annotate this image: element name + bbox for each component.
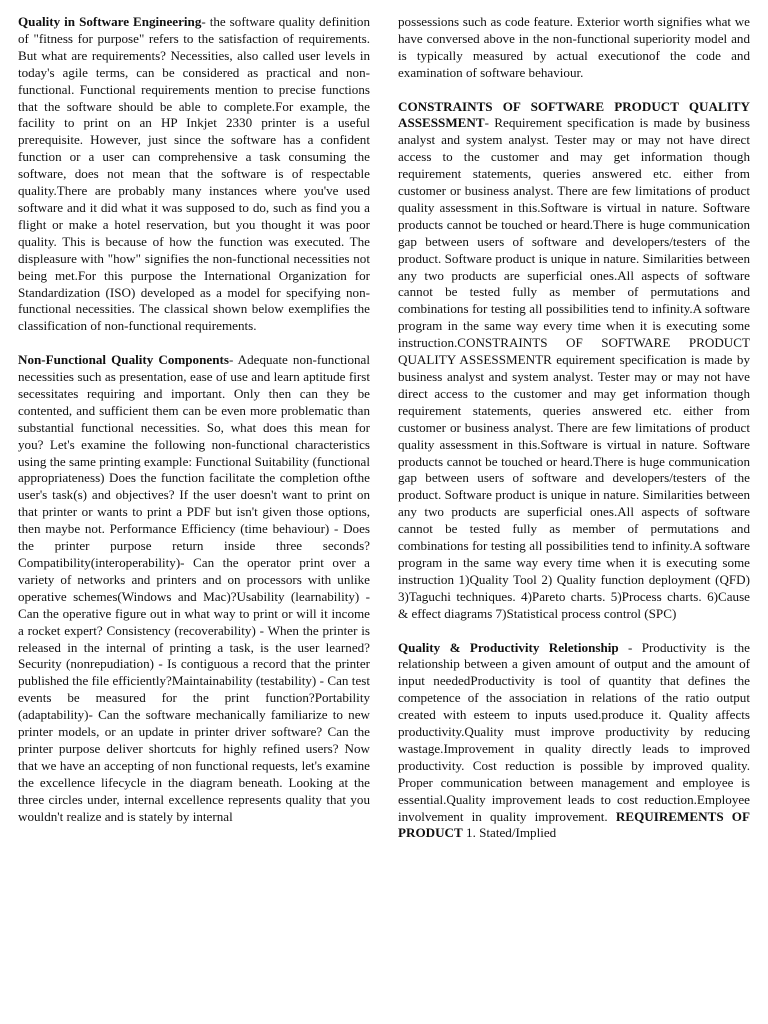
right-column [398,14,750,1014]
constraints-section [398,99,750,623]
productivity-body: - Productivity is the relationship between a given amount of output and the amount of input neededProductivity is tool of quantity that defines the competence of the association in relations of the ratio output created with esteem to inputs used.produce it. Quality affects productivity.Quality must improve productivity by reducing wastage.Improvement in quality directly leads to improved productivity. Cost reduction is possible by improved quality. Proper communication between management and employee is essential.Quality improvement leads to cost reduction.Employee involvement in quality improvement. [398,639,750,824]
productivity-section [398,640,750,843]
constraints-heading: CONSTRAINTS OF SOFTWARE PRODUCT QUALITY ASSESSMENT [398,98,750,131]
quality-section [18,14,370,335]
quality-heading: Quality in Software Engineering [18,14,202,29]
non-functional-heading: Non-Functional Quality Components [18,352,229,368]
requirements-body: 1. Stated/Implied [462,825,557,841]
constraints-body: - Requirement specification is made by business analyst and system analyst. Tester may or may not have direct access to the customer and may get information though requirement statements, queries answered etc. either from customer or business analyst. There are few limitations of product quality assessment in this.Software is virtual in nature. Software products cannot be touched or heard.There is huge communication gap between users of software and developers/testers of the product. Software product is unique in nature. Similarities between any two products are superficial ones.All aspects of software cannot be tested fully as member of permutations and combinations for testing all possibilities tend to infinity.A software program in the same way every time when it is executing some instruction.CONSTRAINTS OF SOFTWARE PRODUCT QUALITY ASSESSMENTR equirement specification is made by business analyst and system analyst. Tester may or may not have direct access to the customer and may get information though requirement statements, queries answered etc. either from customer or business analyst. There are few limitations of product quality assessment in this.Software is virtual in nature. Software products cannot be touched or heard.There is huge communication gap between users of software and developers/testers of the product. Software product is unique in nature. Similarities between any two products are superficial ones.All aspects of software cannot be tested fully as member of permutations and combinations for testing all possibilities tend to infinity.A software program in the same way every time when it is executing some instruction 1)Quality Tool 2) Quality function deployment (QFD) 3)Taguchi techniques. 4)Pareto charts. 5)Process charts. 6)Cause & effect diagrams 7)Statistical process control (SPC) [398,115,750,621]
document-page [18,14,750,1014]
requirements-heading: REQUIREMENTS OF PRODUCT [398,808,750,841]
non-functional-section [18,352,370,825]
quality-body: - the software quality definition of "fitness for purpose" refers to the satisfaction of requirements. But what are requirements? Necessities, also called user levels in today's agile terms, can be considered as practical and non-functional. Functional requirements mention to precise functions that the software should be able to complete.For example, the facility to print on an HP Inkjet 2330 printer is a useful prerequisite. However, just since the software has a confident function or a user can comprehensive a task consuming the software, does not mean that the software is of respectable quality.There are probably many instances where you've used software and it did what it was supposed to do, such as find you a flight or make a hotel reservation, but you thought it was poor quality. This is because of how the function was executed. The displeasure with "how" signifies the non-functional necessities not being met.For this purpose the International Organization for Standardization (ISO) developed as a model for specifying non-functional necessities. The classical shown below exemplifies the classification of non-functional requirements. [18,14,370,334]
productivity-heading: Quality & Productivity Reletionship [398,639,619,655]
continuation-paragraph: possessions such as code feature. Exterior worth signifies what we have conversed above in the non-functional superiority model and is typically measured by actual executionof the code and examination of software behaviour. [398,14,750,80]
non-functional-body: - Adequate non-functional necessities such as presentation, ease of use and learn aptitude first secessitates requiring and important. Only then can they be contented, and sufficient them can be even more problematic than substantial functional necessities. So, what does this mean for you? Let's examine the following non-functional characteristics using the same printing example: Functional Suitability (functional appropriateness) Does the function facilitate the completion ofthe user's task(s) and objectives? If the user doesn't want to print on that printer or wants to print a PDF but isn't given those options, then maybe not. Performance Efficiency (time behaviour) - Does the printer purpose return inside three seconds?Compatibility(interoperability)- Can the operator print over a variety of networks and printers and on processors with unlike operative schemes(Windows and Mac)?Usability (learnability) - Can the operative figure out in what way to print or will it income a rocket expert? Consistency (recoverability) - When the printer is released in the internal of printing a task, is the user learned?Security (nonrepudiation) - Is contiguous a record that the printer published the file efficiently?Maintainability (testability) - Can test events be measured for the print function?Portability (adaptability)- Can the software mechanically familiarize to new printer models, or an update in printer driver software? Can the printer purpose deliver shortcuts for highly refined users? Now that we have an accepting of non functional requests, let's examine the excellence lifecycle in the diagram beneath. Looking at the three circles under, internal excellence represents quality that you wouldn't realize and is stately by internal [18,352,370,824]
left-column [18,14,370,1014]
